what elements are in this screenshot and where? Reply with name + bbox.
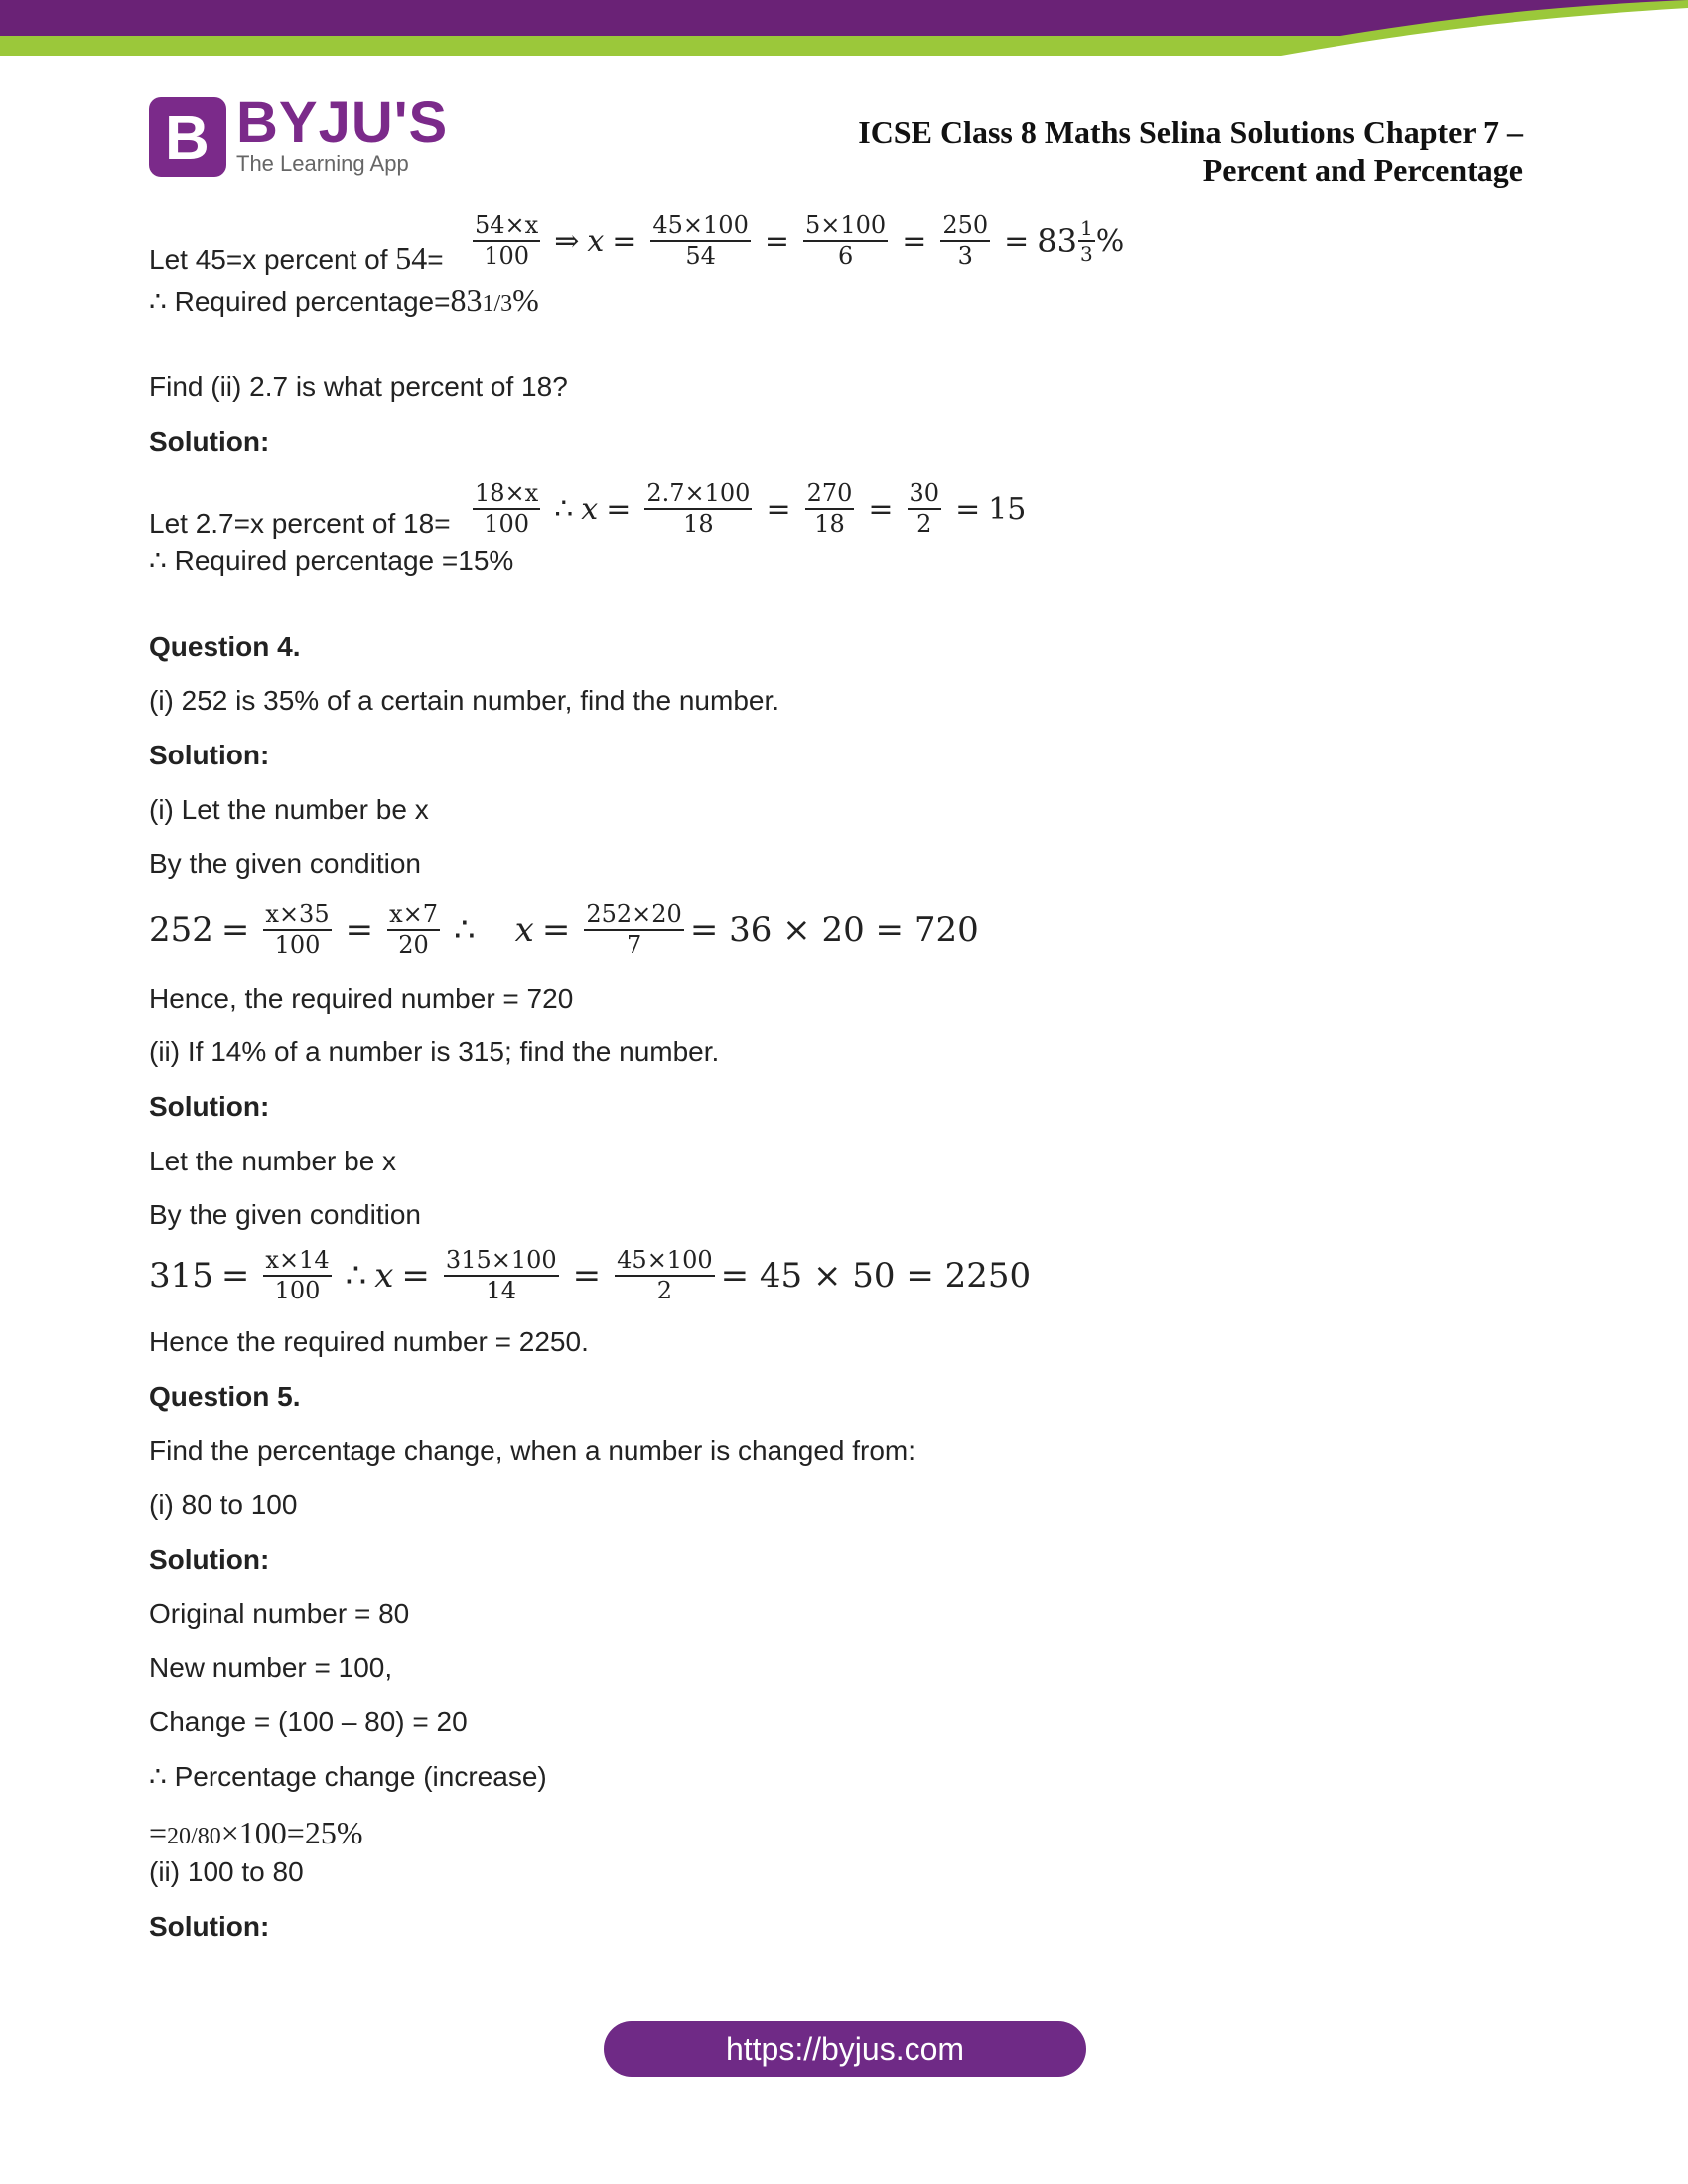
- percentage-calculation: =20/80×100=25%: [149, 1815, 363, 1850]
- text-line: Let 45=x percent of 54=: [149, 240, 444, 276]
- text-line: (ii) 100 to 80: [149, 1856, 304, 1887]
- brand-name: BYJU'S: [236, 90, 449, 155]
- solution-heading: Solution:: [149, 1091, 270, 1122]
- logo-icon: B: [149, 97, 226, 177]
- math-expression-4: 315 = $\frac{x\times 14}{100}$ ∴ x = $\frac{315\times 100}{14}$ = $\frac{45\times 100}{2}$ = 45 × 50 = 2250: [149, 1246, 1032, 1304]
- footer-url-link[interactable]: https://byjus.com: [604, 2021, 1086, 2077]
- solution-heading: Solution:: [149, 1911, 270, 1942]
- text-line: Hence the required number = 2250.: [149, 1326, 589, 1357]
- solution-heading: Solution:: [149, 740, 270, 770]
- math-expression-1: $\frac{54\times x}{100}$ ⇒ x = $\frac{45\times 100}{54}$ = $\frac{5\times 100}{6}$ = $\frac{250}{3}$ = 83 $\frac{1}{3}$ %: [475, 211, 1125, 270]
- solution-heading: Solution:: [149, 1544, 270, 1574]
- text-line: (i) Let the number be x: [149, 794, 429, 825]
- text-line: ∴ Required percentage =15%: [149, 545, 514, 576]
- header-band: [0, 0, 1688, 60]
- question-text: Find (ii) 2.7 is what percent of 18?: [149, 371, 568, 402]
- text-line: (i) 80 to 100: [149, 1489, 298, 1520]
- math-expression-3: 252 = $\frac{x\times 35}{100}$ = $\frac{x\times 7}{20}$ ∴ x = $\frac{252\times 20}{7}$ = 36 × 20 = 720: [149, 900, 979, 959]
- question-text: Find the percentage change, when a number is changed from:: [149, 1435, 916, 1466]
- text-line: By the given condition: [149, 1199, 421, 1230]
- question-text: (ii) If 14% of a number is 315; find the number.: [149, 1036, 720, 1067]
- byjus-logo: [149, 90, 449, 177]
- text-line: Let 2.7=x percent of 18=: [149, 508, 451, 539]
- text-line: By the given condition: [149, 848, 421, 879]
- page-title: ICSE Class 8 Maths Selina Solutions Chapter 7 – Percent and Percentage: [858, 114, 1523, 188]
- text-line: Original number = 80: [149, 1598, 410, 1629]
- brand-tagline: The Learning App: [236, 151, 409, 176]
- text-line: New number = 100,: [149, 1652, 393, 1683]
- solution-heading: Solution:: [149, 426, 270, 457]
- text-line: Let the number be x: [149, 1146, 397, 1176]
- question-heading: Question 5.: [149, 1381, 301, 1412]
- text-line: Change = (100 – 80) = 20: [149, 1706, 468, 1737]
- math-expression-2: $\frac{18\times x}{100}$ ∴ x = $\frac{2.7\times 100}{18}$ = $\frac{270}{18}$ = $\frac{30}{2}$ = 15: [475, 479, 1027, 538]
- text-line: ∴ Required percentage=831/3%: [149, 282, 539, 318]
- question-text: (i) 252 is 35% of a certain number, find the number.: [149, 685, 780, 716]
- text-line: Hence, the required number = 720: [149, 983, 574, 1014]
- text-line: ∴ Percentage change (increase): [149, 1761, 547, 1792]
- question-heading: Question 4.: [149, 631, 301, 662]
